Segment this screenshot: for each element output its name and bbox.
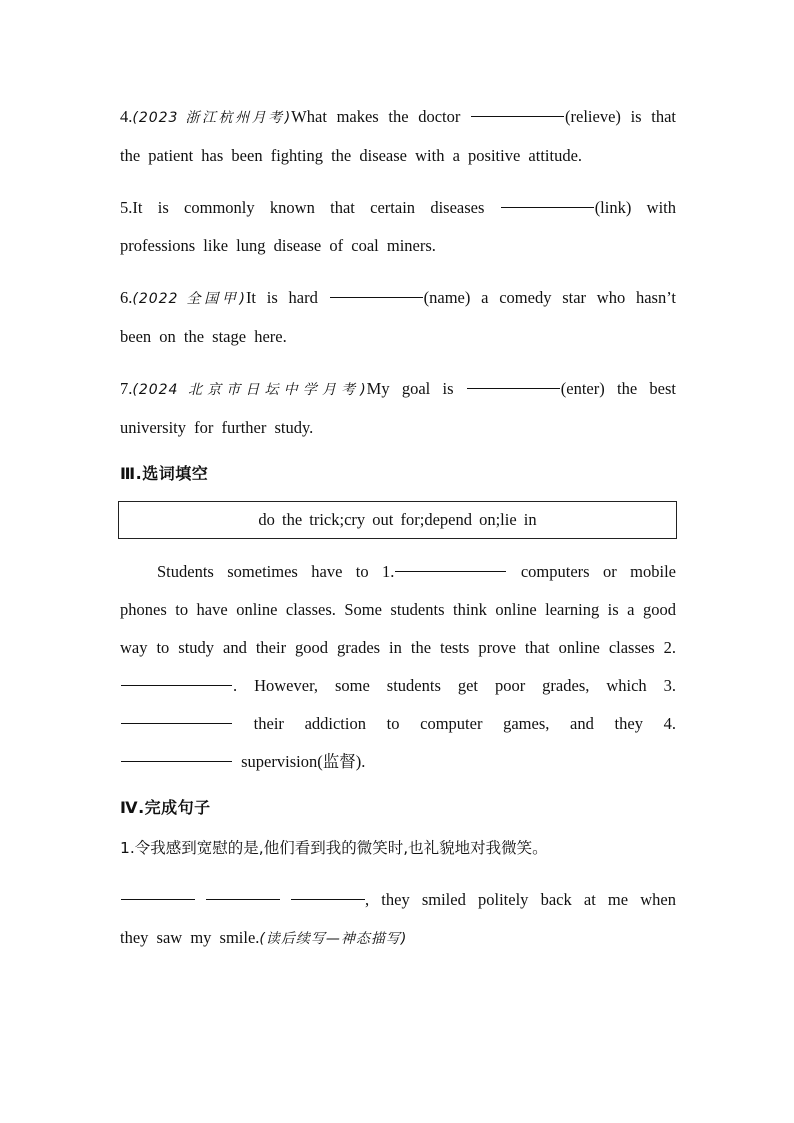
passage-text: their addiction to computer games, and they 4. — [233, 714, 676, 733]
answer-blank[interactable] — [471, 115, 564, 117]
word-hint: (link) — [594, 198, 632, 217]
question-number: 6. — [120, 288, 133, 307]
question-4 — [120, 98, 676, 175]
question-7 — [120, 370, 676, 447]
word-hint: (relieve) — [565, 107, 621, 126]
passage-blank-1[interactable] — [395, 570, 506, 572]
sentence-blank-3[interactable] — [291, 898, 365, 900]
sentence-text: , they smiled politely back at me when they saw my smile. — [120, 890, 676, 947]
passage-text: computers or mobile phones to have online classes. Some students think online learning is a good way to study and their good grades in the tests prove that online classes 2. — [120, 562, 676, 657]
question-source: (2024 北京市日坛中学月考) — [132, 382, 367, 398]
question-text-before: My goal is — [366, 379, 466, 398]
passage-text: . However, some students get poor grades, which 3. — [233, 676, 676, 695]
answer-blank[interactable] — [467, 387, 560, 389]
question-text-after: the best university for further study. — [120, 379, 676, 437]
question-number: 4. — [120, 107, 133, 126]
section-4-title: Ⅳ.完成句子 — [120, 798, 211, 817]
question-number: 7. — [120, 379, 133, 398]
sentence-1-english — [120, 881, 676, 958]
question-text-after: a comedy star who hasn’t been on the stage here. — [120, 288, 676, 346]
question-text-before: It is hard — [245, 288, 329, 307]
answer-blank[interactable] — [330, 296, 423, 298]
sentence-note: (读后续写—神态描写) — [259, 931, 408, 947]
word-bank-box — [118, 501, 677, 539]
question-text-before: What makes the doctor — [291, 107, 471, 126]
word-bank-text: do the trick;cry out for;depend on;lie in — [258, 510, 537, 529]
worksheet-page — [120, 98, 676, 958]
question-5 — [120, 189, 676, 265]
question-text-after: is that the patient has been fighting the disease with a positive attitude. — [120, 107, 676, 165]
word-hint: (name) — [423, 288, 471, 307]
word-hint: (enter) — [560, 379, 605, 398]
question-text-before: It is commonly known that certain diseases — [132, 198, 500, 217]
question-text-after: with professions like lung disease of coal miners. — [120, 198, 676, 255]
section-3-title: Ⅲ.选词填空 — [120, 464, 209, 483]
question-source: (2022 全国甲) — [132, 291, 246, 307]
answer-blank[interactable] — [501, 206, 594, 208]
passage-blank-3[interactable] — [121, 722, 232, 724]
question-source: (2023 浙江杭州月考) — [132, 110, 292, 126]
question-6 — [120, 279, 676, 356]
sentence-blank-2[interactable] — [206, 898, 280, 900]
sentence-1-chinese: 1.令我感到宽慰的是,他们看到我的微笑时,也礼貌地对我微笑。 — [120, 839, 548, 857]
passage-text: supervision(监督). — [233, 752, 366, 771]
question-number: 5. — [120, 198, 133, 217]
passage-blank-2[interactable] — [121, 684, 232, 686]
sentence-blank-1[interactable] — [121, 898, 195, 900]
cloze-passage — [120, 553, 676, 781]
passage-text: Students sometimes have to 1. — [157, 562, 395, 581]
passage-blank-4[interactable] — [121, 760, 232, 762]
